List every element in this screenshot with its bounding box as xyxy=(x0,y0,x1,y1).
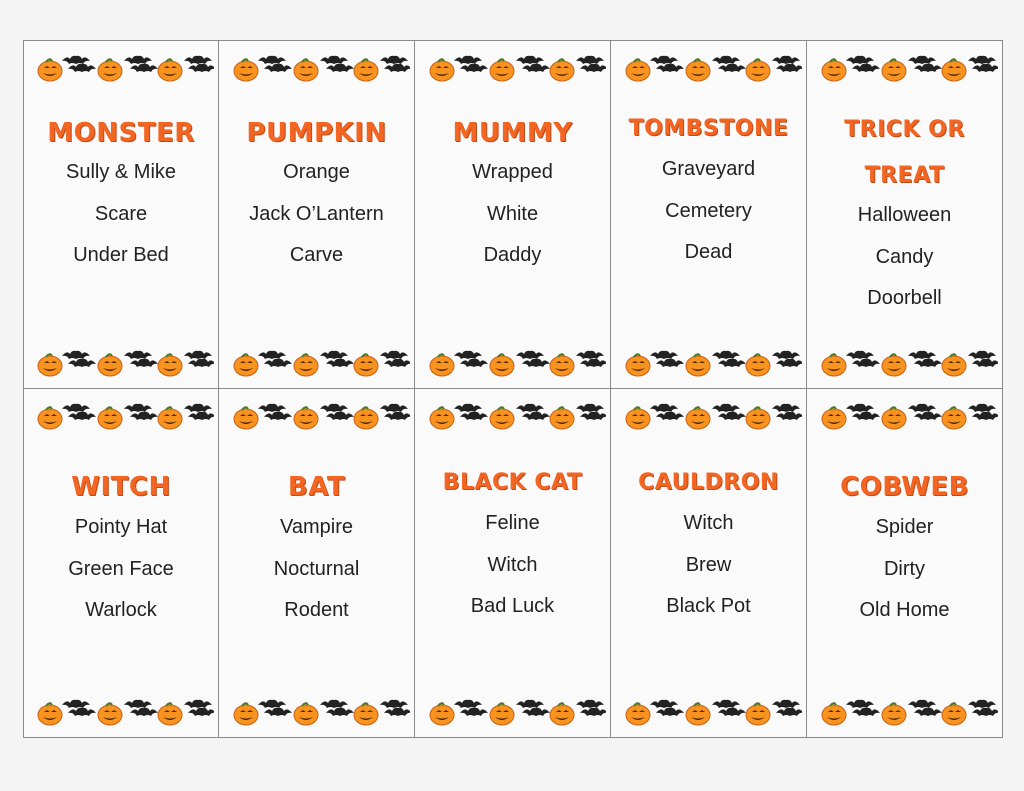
bat-icon xyxy=(380,56,408,64)
bat-icon xyxy=(380,700,408,708)
pumpkin-icon xyxy=(490,59,514,81)
pumpkin-icon xyxy=(942,703,966,725)
halloween-border-graphic xyxy=(28,397,214,433)
bat-icon xyxy=(972,708,998,716)
clue: Dead xyxy=(684,241,733,263)
pumpkin-icon xyxy=(746,407,770,429)
bat-icon xyxy=(522,64,550,72)
pumpkin-icon xyxy=(626,703,650,725)
bat-icon xyxy=(516,700,544,708)
bat-icon xyxy=(522,359,550,367)
card-title: MUMMY xyxy=(452,118,573,148)
bat-icon xyxy=(62,404,90,412)
bat-icon xyxy=(130,412,158,420)
halloween-border-graphic xyxy=(812,397,998,433)
bat-icon xyxy=(914,64,942,72)
halloween-border-graphic xyxy=(616,344,802,380)
pumpkin-icon xyxy=(490,703,514,725)
pumpkin-icon xyxy=(38,407,62,429)
bat-icon xyxy=(522,412,550,420)
bat-icon xyxy=(650,56,678,64)
clue: Wrapped xyxy=(472,161,553,183)
pumpkin-bat-border-bottom xyxy=(807,342,1002,382)
bat-icon xyxy=(718,412,746,420)
pumpkin-icon xyxy=(822,703,846,725)
bat-icon xyxy=(972,412,998,420)
bat-icon xyxy=(130,708,158,716)
bat-icon xyxy=(264,412,292,420)
halloween-border-graphic xyxy=(420,49,606,85)
pumpkin-icon xyxy=(550,354,574,376)
bat-icon xyxy=(516,56,544,64)
pumpkin-bat-border-top xyxy=(807,395,1002,435)
bat-icon xyxy=(320,56,348,64)
clue: Halloween xyxy=(857,204,952,226)
bat-icon xyxy=(712,404,740,412)
pumpkin-bat-border-top xyxy=(219,395,414,435)
bat-icon xyxy=(772,700,800,708)
card-title: TOMBSTONE xyxy=(628,116,789,141)
bat-icon xyxy=(124,351,152,359)
pumpkin-icon xyxy=(550,59,574,81)
bat-icon xyxy=(908,700,936,708)
pumpkin-icon xyxy=(158,354,182,376)
bat-icon xyxy=(130,64,158,72)
pumpkin-icon xyxy=(626,354,650,376)
halloween-border-graphic xyxy=(224,397,410,433)
clue: Old Home xyxy=(859,599,950,621)
card-title: COBWEB xyxy=(840,472,969,502)
clue: Green Face xyxy=(68,557,174,580)
bat-icon xyxy=(650,404,678,412)
clue: Daddy xyxy=(483,244,542,266)
card-pumpkin xyxy=(219,40,415,389)
pumpkin-bat-border-bottom xyxy=(807,691,1002,731)
bat-icon xyxy=(914,412,942,420)
bat-icon xyxy=(68,359,96,367)
halloween-border-graphic xyxy=(224,344,410,380)
bat-icon xyxy=(184,56,212,64)
bat-icon xyxy=(968,700,996,708)
bat-icon xyxy=(908,404,936,412)
pumpkin-icon xyxy=(686,354,710,376)
bat-icon xyxy=(712,56,740,64)
clue: Dirty xyxy=(883,557,926,580)
bat-icon xyxy=(650,351,678,359)
bat-icon xyxy=(718,359,746,367)
bat-icon xyxy=(460,359,488,367)
halloween-border-graphic xyxy=(28,344,214,380)
bat-icon xyxy=(380,404,408,412)
clue: Rodent xyxy=(284,599,349,621)
pumpkin-bat-border-bottom xyxy=(415,691,610,731)
pumpkin-icon xyxy=(38,354,62,376)
clue: Witch xyxy=(683,512,734,534)
pumpkin-icon xyxy=(490,407,514,429)
bat-icon xyxy=(580,412,606,420)
pumpkin-icon xyxy=(626,59,650,81)
bat-icon xyxy=(718,64,746,72)
pumpkin-icon xyxy=(38,703,62,725)
clue: Black Pot xyxy=(666,595,751,617)
pumpkin-icon xyxy=(626,407,650,429)
clue: Warlock xyxy=(85,599,157,621)
clue: Pointy Hat xyxy=(74,516,168,538)
bat-icon xyxy=(184,404,212,412)
pumpkin-bat-border-bottom xyxy=(24,691,218,731)
pumpkin-icon xyxy=(942,354,966,376)
pumpkin-icon xyxy=(354,354,378,376)
bat-icon xyxy=(320,700,348,708)
bat-icon xyxy=(384,359,410,367)
bat-icon xyxy=(908,56,936,64)
pumpkin-icon xyxy=(746,59,770,81)
bat-icon xyxy=(326,708,354,716)
pumpkin-icon xyxy=(882,407,906,429)
bat-icon xyxy=(968,404,996,412)
clue: Candy xyxy=(875,245,934,268)
bat-icon xyxy=(264,359,292,367)
card-title-line2: TREAT xyxy=(864,163,945,188)
clue: Graveyard xyxy=(661,158,756,180)
clue: Jack O’Lantern xyxy=(249,202,384,225)
bat-icon xyxy=(914,708,942,716)
bat-icon xyxy=(852,359,880,367)
pumpkin-icon xyxy=(98,59,122,81)
bat-icon xyxy=(656,708,684,716)
bat-icon xyxy=(320,351,348,359)
bat-icon xyxy=(656,412,684,420)
bat-icon xyxy=(576,404,604,412)
bat-icon xyxy=(326,412,354,420)
bat-icon xyxy=(258,404,286,412)
bat-icon xyxy=(68,64,96,72)
taboo-card-sheet xyxy=(23,40,1003,738)
halloween-border-graphic xyxy=(420,693,606,729)
pumpkin-icon xyxy=(354,407,378,429)
bat-icon xyxy=(656,359,684,367)
bat-icon xyxy=(124,700,152,708)
halloween-border-graphic xyxy=(616,397,802,433)
pumpkin-icon xyxy=(294,354,318,376)
card-title: BAT xyxy=(287,472,346,502)
pumpkin-icon xyxy=(294,59,318,81)
clue: White xyxy=(486,202,539,225)
pumpkin-icon xyxy=(354,703,378,725)
card-cauldron xyxy=(611,389,807,738)
bat-icon xyxy=(846,56,874,64)
card-title: CAULDRON xyxy=(638,470,779,495)
bat-icon xyxy=(846,351,874,359)
bat-icon xyxy=(62,56,90,64)
clue: Sully & Mike xyxy=(65,161,177,183)
pumpkin-icon xyxy=(354,59,378,81)
bat-icon xyxy=(522,708,550,716)
bat-icon xyxy=(380,351,408,359)
card-cobweb xyxy=(807,389,1003,738)
halloween-border-graphic xyxy=(812,693,998,729)
pumpkin-bat-border-bottom xyxy=(219,691,414,731)
clue: Vampire xyxy=(280,516,353,538)
bat-icon xyxy=(776,359,802,367)
bat-icon xyxy=(184,700,212,708)
pumpkin-icon xyxy=(294,407,318,429)
clue: Witch xyxy=(487,553,538,576)
pumpkin-bat-border-bottom xyxy=(415,342,610,382)
pumpkin-icon xyxy=(158,703,182,725)
pumpkin-icon xyxy=(234,59,258,81)
bat-icon xyxy=(68,708,96,716)
pumpkin-icon xyxy=(746,354,770,376)
bat-icon xyxy=(852,708,880,716)
bat-icon xyxy=(130,359,158,367)
clue: Scare xyxy=(94,202,148,225)
bat-icon xyxy=(846,404,874,412)
bat-icon xyxy=(846,700,874,708)
pumpkin-icon xyxy=(98,407,122,429)
clue: Brew xyxy=(685,553,732,576)
bat-icon xyxy=(650,700,678,708)
clue: Under Bed xyxy=(73,244,169,266)
pumpkin-icon xyxy=(822,59,846,81)
bat-icon xyxy=(188,708,214,716)
pumpkin-icon xyxy=(430,407,454,429)
bat-icon xyxy=(852,412,880,420)
card-title: PUMPKIN xyxy=(246,118,387,148)
pumpkin-icon xyxy=(98,703,122,725)
card-bat xyxy=(219,389,415,738)
pumpkin-icon xyxy=(822,354,846,376)
bat-icon xyxy=(656,64,684,72)
pumpkin-icon xyxy=(550,407,574,429)
bat-icon xyxy=(968,351,996,359)
bat-icon xyxy=(576,700,604,708)
pumpkin-icon xyxy=(686,703,710,725)
pumpkin-bat-border-top xyxy=(24,47,218,87)
pumpkin-bat-border-top xyxy=(24,395,218,435)
bat-icon xyxy=(968,56,996,64)
bat-icon xyxy=(454,56,482,64)
bat-icon xyxy=(576,56,604,64)
bat-icon xyxy=(776,708,802,716)
card-title: BLACK CAT xyxy=(442,470,583,495)
bat-icon xyxy=(124,404,152,412)
card-black-cat xyxy=(415,389,611,738)
bat-icon xyxy=(62,351,90,359)
pumpkin-icon xyxy=(942,59,966,81)
bat-icon xyxy=(516,404,544,412)
pumpkin-icon xyxy=(38,59,62,81)
bat-icon xyxy=(712,351,740,359)
halloween-border-graphic xyxy=(224,693,410,729)
pumpkin-icon xyxy=(158,407,182,429)
halloween-border-graphic xyxy=(812,344,998,380)
halloween-border-graphic xyxy=(420,344,606,380)
bat-icon xyxy=(62,700,90,708)
pumpkin-icon xyxy=(430,703,454,725)
bat-icon xyxy=(776,64,802,72)
pumpkin-icon xyxy=(686,407,710,429)
clue: Orange xyxy=(283,161,350,183)
pumpkin-icon xyxy=(234,407,258,429)
bat-icon xyxy=(454,351,482,359)
bat-icon xyxy=(454,700,482,708)
card-mummy xyxy=(415,40,611,389)
pumpkin-icon xyxy=(234,354,258,376)
bat-icon xyxy=(580,359,606,367)
bat-icon xyxy=(264,708,292,716)
pumpkin-bat-border-bottom xyxy=(219,342,414,382)
bat-icon xyxy=(460,708,488,716)
bat-icon xyxy=(972,64,998,72)
clue: Carve xyxy=(289,244,344,266)
pumpkin-bat-border-top xyxy=(415,395,610,435)
bat-icon xyxy=(772,351,800,359)
bat-icon xyxy=(124,56,152,64)
clue: Spider xyxy=(875,516,934,538)
halloween-border-graphic xyxy=(420,397,606,433)
clue: Bad Luck xyxy=(470,595,555,617)
card-trick-or-treat xyxy=(807,40,1003,389)
card-monster xyxy=(23,40,219,389)
card-title-line1: TRICK OR xyxy=(844,117,965,142)
bat-icon xyxy=(580,64,606,72)
pumpkin-bat-border-bottom xyxy=(611,342,806,382)
pumpkin-icon xyxy=(550,703,574,725)
bat-icon xyxy=(460,64,488,72)
bat-icon xyxy=(718,708,746,716)
halloween-border-graphic xyxy=(616,49,802,85)
bat-icon xyxy=(258,700,286,708)
clue: Cemetery xyxy=(665,199,752,222)
bat-icon xyxy=(384,412,410,420)
pumpkin-bat-border-top xyxy=(611,395,806,435)
pumpkin-icon xyxy=(686,59,710,81)
bat-icon xyxy=(184,351,212,359)
pumpkin-bat-border-top xyxy=(611,47,806,87)
bat-icon xyxy=(384,708,410,716)
bat-icon xyxy=(454,404,482,412)
pumpkin-icon xyxy=(882,354,906,376)
pumpkin-icon xyxy=(942,407,966,429)
pumpkin-icon xyxy=(234,703,258,725)
bat-icon xyxy=(258,56,286,64)
pumpkin-bat-border-bottom xyxy=(611,691,806,731)
bat-icon xyxy=(576,351,604,359)
pumpkin-icon xyxy=(882,59,906,81)
bat-icon xyxy=(258,351,286,359)
bat-icon xyxy=(320,404,348,412)
card-witch xyxy=(23,389,219,738)
bat-icon xyxy=(776,412,802,420)
bat-icon xyxy=(264,64,292,72)
pumpkin-icon xyxy=(158,59,182,81)
bat-icon xyxy=(580,708,606,716)
bat-icon xyxy=(852,64,880,72)
clue: Feline xyxy=(485,512,540,534)
card-tombstone xyxy=(611,40,807,389)
halloween-border-graphic xyxy=(616,693,802,729)
card-title: MONSTER xyxy=(47,118,195,148)
halloween-border-graphic xyxy=(28,693,214,729)
bat-icon xyxy=(326,359,354,367)
card-title: WITCH xyxy=(71,472,171,502)
pumpkin-icon xyxy=(430,354,454,376)
bat-icon xyxy=(908,351,936,359)
pumpkin-icon xyxy=(294,703,318,725)
bat-icon xyxy=(460,412,488,420)
bat-icon xyxy=(188,359,214,367)
bat-icon xyxy=(326,64,354,72)
pumpkin-bat-border-top xyxy=(219,47,414,87)
pumpkin-bat-border-top xyxy=(415,47,610,87)
bat-icon xyxy=(772,56,800,64)
clue: Nocturnal xyxy=(273,557,360,580)
halloween-border-graphic xyxy=(224,49,410,85)
pumpkin-icon xyxy=(746,703,770,725)
bat-icon xyxy=(188,412,214,420)
bat-icon xyxy=(188,64,214,72)
bat-icon xyxy=(516,351,544,359)
pumpkin-icon xyxy=(98,354,122,376)
halloween-border-graphic xyxy=(28,49,214,85)
pumpkin-bat-border-bottom xyxy=(24,342,218,382)
bat-icon xyxy=(68,412,96,420)
pumpkin-icon xyxy=(882,703,906,725)
halloween-border-graphic xyxy=(812,49,998,85)
bat-icon xyxy=(712,700,740,708)
bat-icon xyxy=(914,359,942,367)
bat-icon xyxy=(972,359,998,367)
pumpkin-bat-border-top xyxy=(807,47,1002,87)
pumpkin-icon xyxy=(490,354,514,376)
bat-icon xyxy=(772,404,800,412)
pumpkin-icon xyxy=(822,407,846,429)
clue: Doorbell xyxy=(867,287,942,309)
pumpkin-icon xyxy=(430,59,454,81)
bat-icon xyxy=(384,64,410,72)
